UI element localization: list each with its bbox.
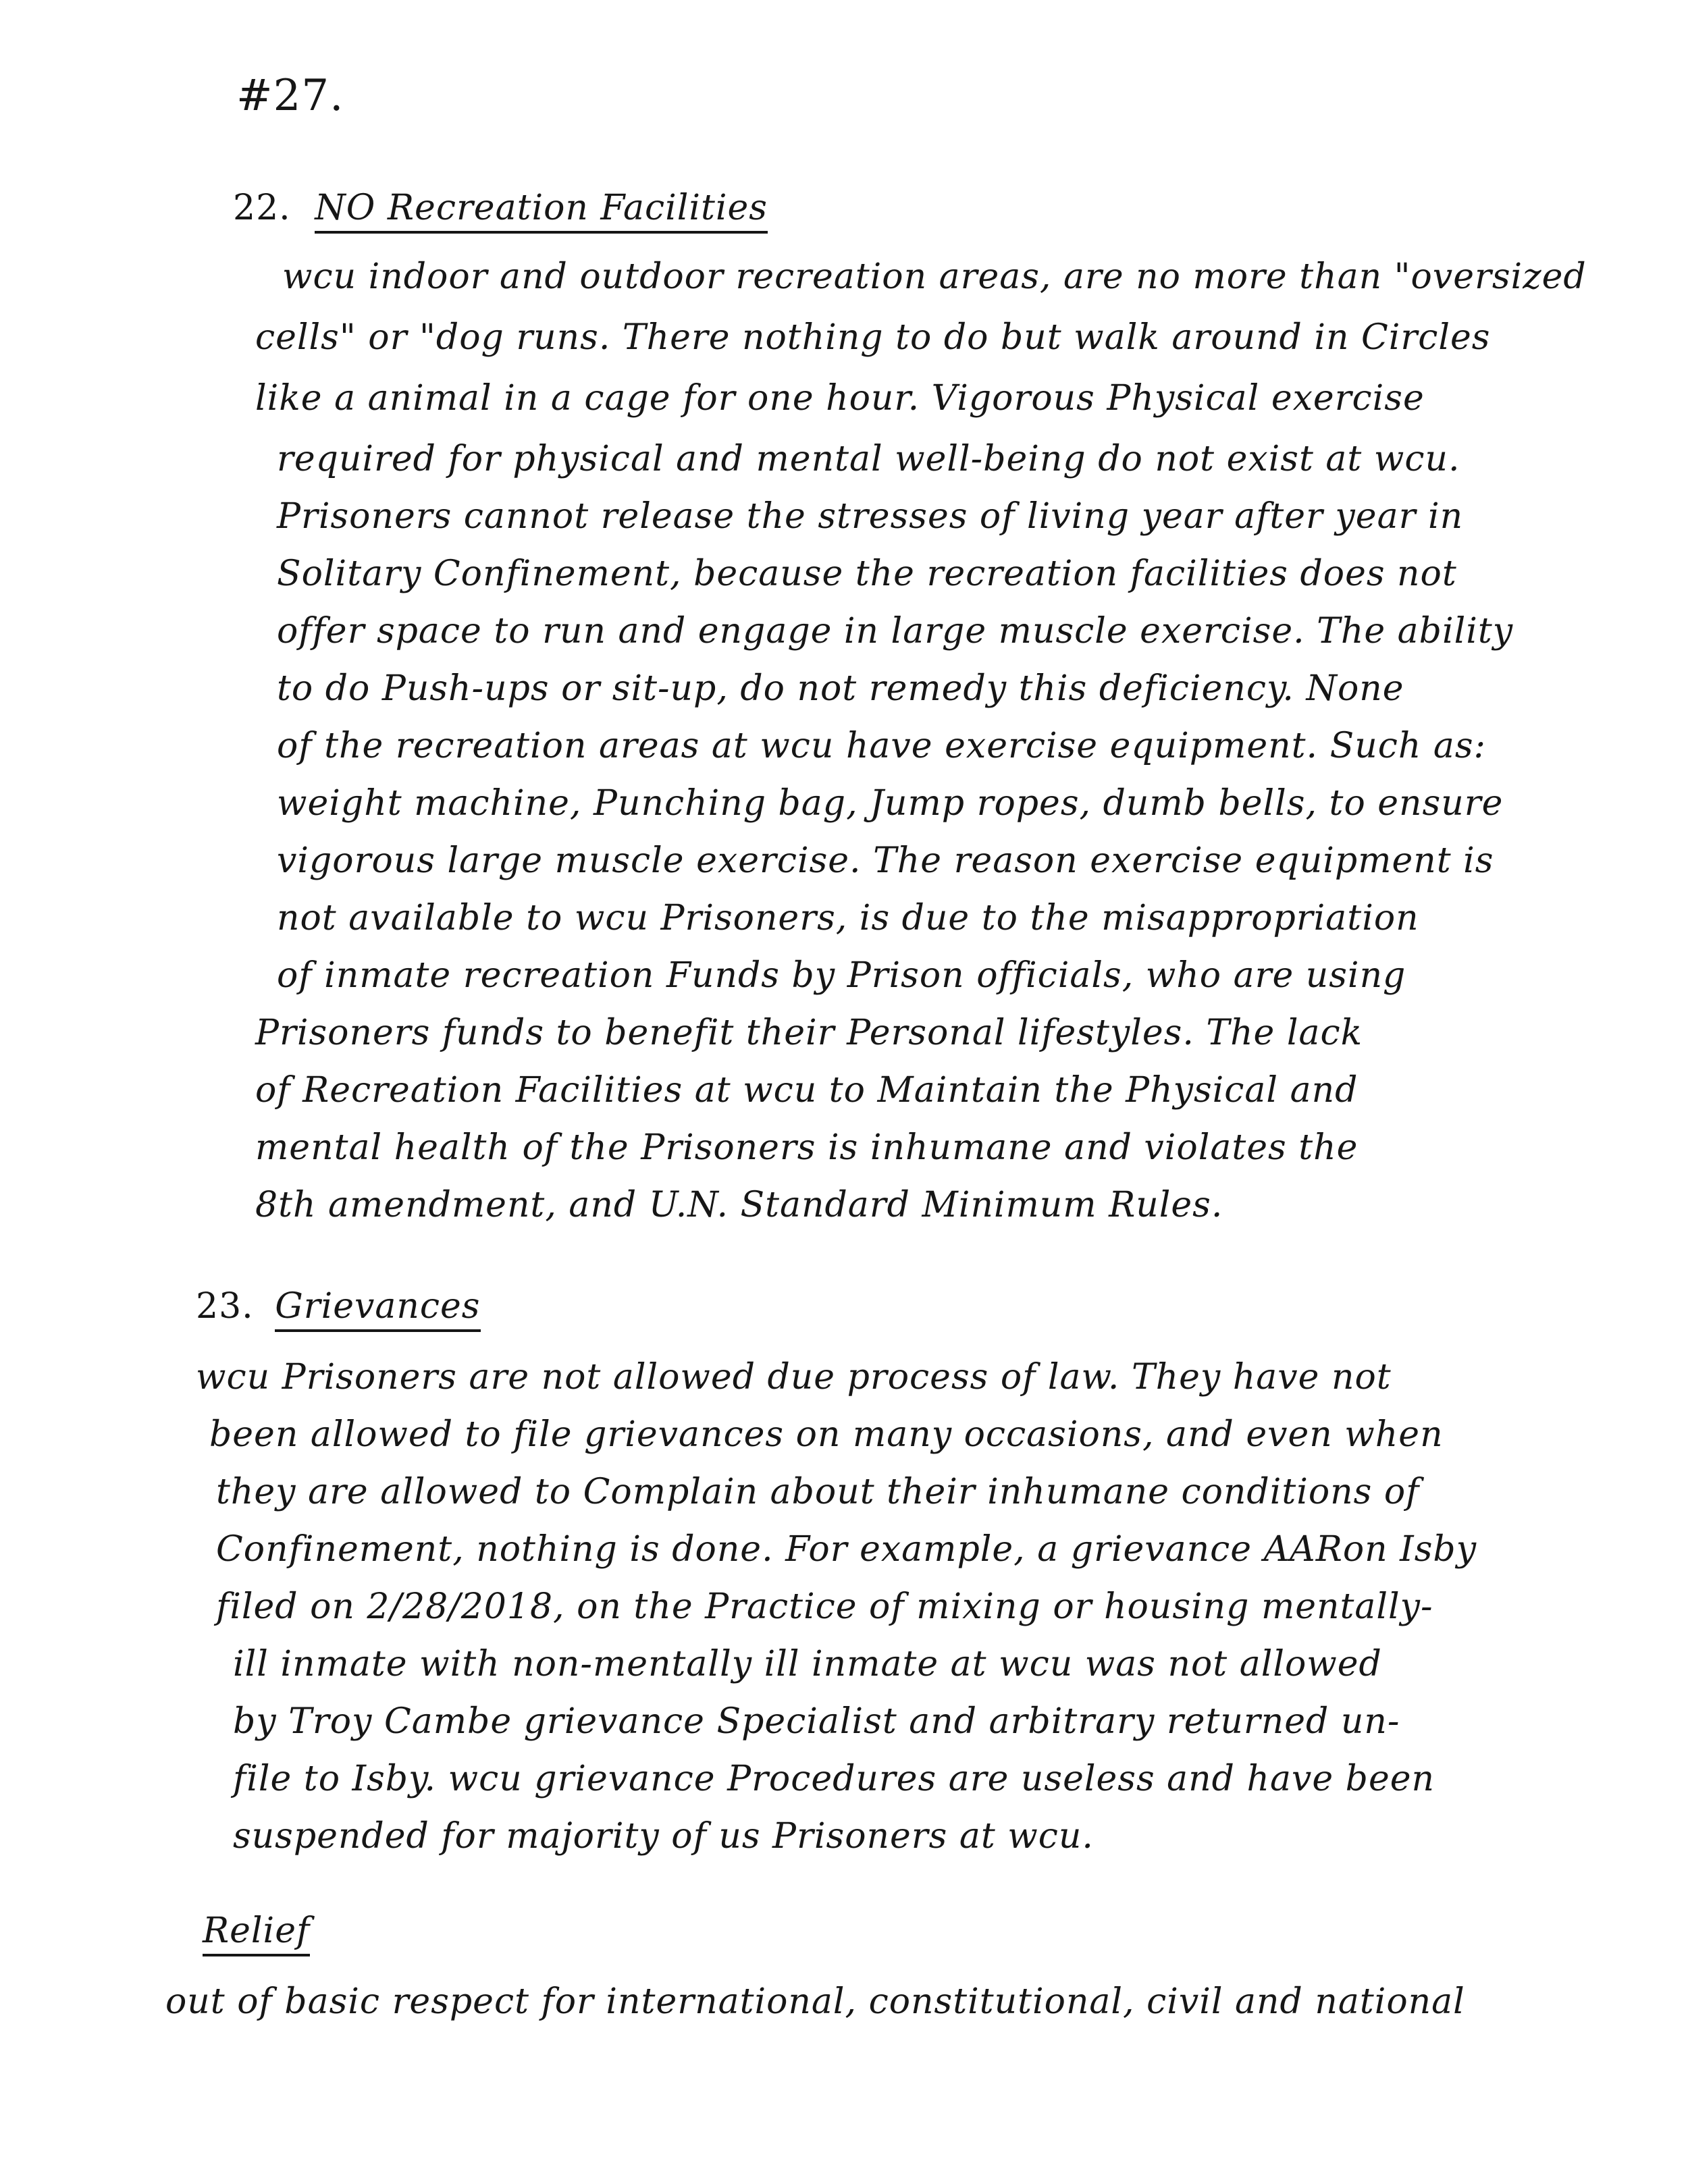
body-line: vigorous large muscle exercise. The reason exercise equipment is (277, 841, 1494, 881)
section-heading-23 (196, 1286, 481, 1327)
body-line: Prisoners funds to benefit their Personal lifestyles. The lack (255, 1013, 1363, 1053)
body-line: suspended for majority of us Prisoners at wcu. (233, 1816, 1094, 1857)
body-line: weight machine, Punching bag, Jump ropes, dumb bells, to ensure (277, 783, 1504, 824)
section-number: 22. (233, 188, 291, 228)
body-line: been allowed to file grievances on many occasions, and even when (209, 1414, 1444, 1455)
body-line: filed on 2/28/2018, on the Practice of mixing or housing mentally- (216, 1587, 1433, 1627)
body-line: Confinement, nothing is done. For example, a grievance AARon Isby (216, 1529, 1477, 1570)
body-line: of inmate recreation Funds by Prison officials, who are using (277, 955, 1406, 996)
section-number: 23. (196, 1286, 254, 1327)
section-title: Relief (203, 1911, 310, 1956)
section-title: Grievances (275, 1286, 480, 1332)
body-line: like a animal in a cage for one hour. Vigorous Physical exercise (255, 378, 1425, 419)
body-line: offer space to run and engage in large muscle exercise. The ability (277, 611, 1514, 651)
body-line: to do Push-ups or sit-up, do not remedy this deficiency. None (277, 668, 1404, 709)
body-line: file to Isby. wcu grievance Procedures are useless and have been (233, 1759, 1435, 1799)
body-line: cells" or "dog runs. There nothing to do but walk around in Circles (255, 317, 1491, 358)
body-line: Prisoners cannot release the stresses of living year after year in (277, 496, 1464, 537)
body-line: wcu Prisoners are not allowed due process of law. They have not (196, 1357, 1392, 1397)
body-line: out of basic respect for international, constitutional, civil and national (165, 1981, 1465, 2022)
body-line: of the recreation areas at wcu have exercise equipment. Such as: (277, 726, 1487, 766)
body-line: Solitary Confinement, because the recreation facilities does not (277, 554, 1457, 594)
body-line: they are allowed to Complain about their inhumane conditions of (216, 1472, 1420, 1512)
section-title: NO Recreation Facilities (315, 188, 768, 234)
body-line: 8th amendment, and U.N. Standard Minimum Rules. (255, 1185, 1223, 1225)
page-number: #27. (236, 71, 344, 121)
body-line: mental health of the Prisoners is inhumane and violates the (255, 1127, 1359, 1168)
section-heading-22 (233, 188, 768, 228)
body-line: by Troy Cambe grievance Specialist and arbitrary returned un- (233, 1701, 1400, 1742)
section-heading-relief (203, 1911, 310, 1951)
body-line: of Recreation Facilities at wcu to Maintain the Physical and (255, 1070, 1359, 1111)
body-line: wcu indoor and outdoor recreation areas, are no more than "oversized (282, 257, 1587, 297)
body-line: required for physical and mental well-being do not exist at wcu. (277, 439, 1460, 479)
body-line: ill inmate with non-mentally ill inmate at wcu was not allowed (233, 1644, 1382, 1684)
body-line: not available to wcu Prisoners, is due to the misappropriation (277, 898, 1419, 938)
